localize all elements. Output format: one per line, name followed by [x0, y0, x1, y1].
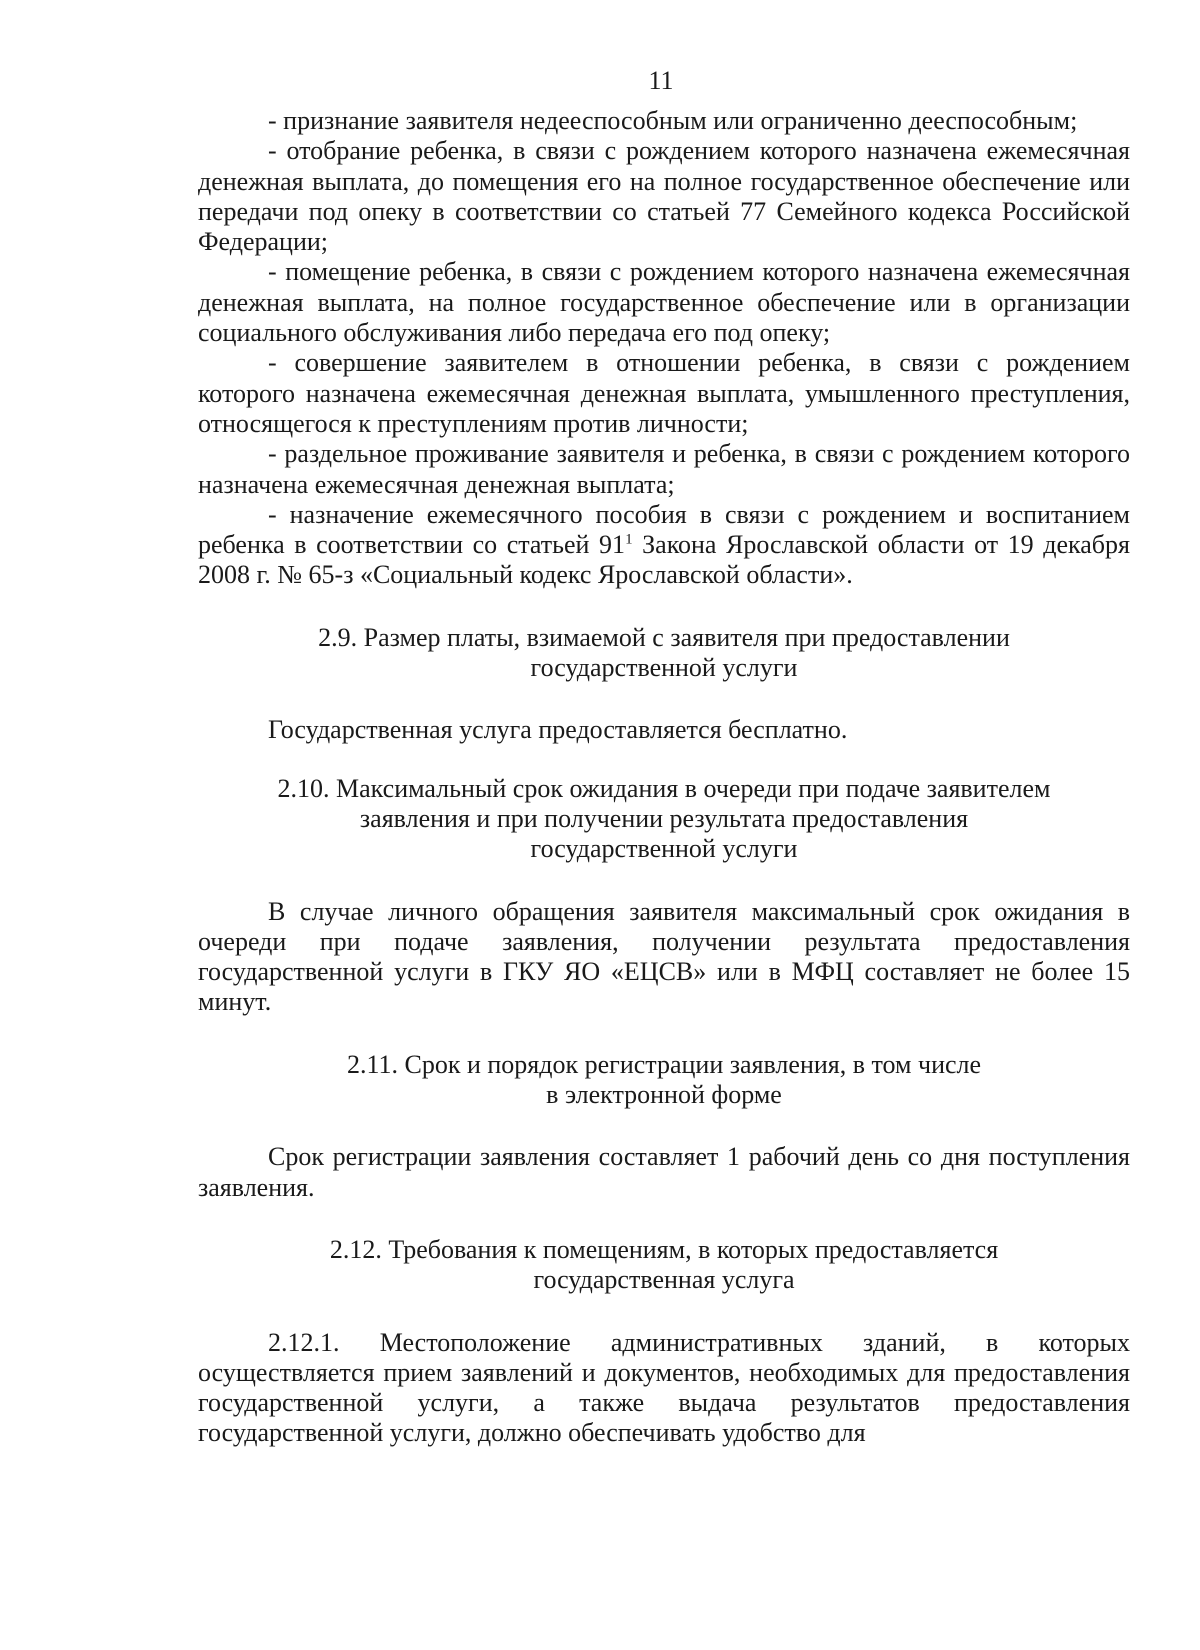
heading-line: в электронной форме: [546, 1080, 782, 1110]
heading-line: 2.10. Максимальный срок ожидания в очереди при подаче заявителем: [277, 773, 1051, 803]
paragraph-building-location: 2.12.1. Местоположение административных зданий, в которых осуществляется прием заявлений и документов, необходимых для предоставления государственной услуги, а также выдача результатов предоставления государственной услуги, должно обеспечивать удобство для: [198, 1327, 1130, 1448]
paragraph-free-of-charge: Государственная услуга предоставляется бесплатно.: [268, 715, 848, 745]
paragraph-crime: - совершение заявителем в отношении ребенка, в связи с рождением которого назначена ежемесячная денежная выплата, умышленного преступления, относящегося к преступлениям против личности;: [198, 348, 1130, 438]
article-superscript: 1: [625, 531, 633, 548]
document-body: [198, 106, 1130, 1449]
paragraph-allowance-text-after: Закона Ярославской области от 19 декабря 2008 г. № 65-з «Социальный кодекс Ярославской области».: [198, 530, 1130, 590]
page-number: 11: [648, 66, 674, 95]
section-heading-2-9: [198, 623, 1130, 684]
section-heading-2-11: [198, 1050, 1130, 1111]
paragraph-separate-living: - раздельное проживание заявителя и ребенка, в связи с рождением которого назначена ежемесячная денежная выплата;: [198, 439, 1130, 499]
heading-line: 2.12. Требования к помещениям, в которых предоставляется: [329, 1234, 999, 1264]
heading-line: государственная услуга: [533, 1265, 795, 1295]
paragraph-allowance: [198, 500, 1130, 591]
paragraph-child-placement: - помещение ребенка, в связи с рождением которого назначена ежемесячная денежная выплата, на полное государственное обеспечение или в организации социального обслуживания либо передача его под опеку;: [198, 257, 1130, 348]
heading-line: 2.11. Срок и порядок регистрации заявления, в том числе: [346, 1049, 982, 1079]
heading-line: государственной услуги: [530, 834, 798, 864]
paragraph-waiting-time: В случае личного обращения заявителя максимальный срок ожидания в очереди при подаче заявления, получении результата предоставления государственной услуги в ГКУ ЯО «ЕЦСВ» или в МФЦ составляет не более 15 минут.: [198, 896, 1130, 1017]
paragraph-incapacity: - признание заявителя недееспособным или ограниченно дееспособным;: [268, 106, 1078, 135]
heading-line: государственной услуги: [530, 653, 798, 683]
section-heading-2-12: [198, 1235, 1130, 1296]
section-heading-2-10: [198, 774, 1130, 865]
heading-line: заявления и при получении результата предоставления: [359, 803, 969, 833]
heading-line: 2.9. Размер платы, взимаемой с заявителя при предоставлении: [318, 622, 1010, 652]
paragraph-registration-term: Срок регистрации заявления составляет 1 рабочий день со дня поступления заявления.: [198, 1142, 1130, 1202]
paragraph-allowance-text-before: - назначение ежемесячного пособия в связи с рождением и воспитанием ребенка в соответствии со статьей 91: [198, 499, 1130, 560]
paragraph-child-removal: - отобрание ребенка, в связи с рождением которого назначена ежемесячная денежная выплата, до помещения его на полное государственное обеспечение или передачи под опеку в соответствии со статьей 77 Семейного кодекса Российской Федерации;: [198, 136, 1130, 257]
